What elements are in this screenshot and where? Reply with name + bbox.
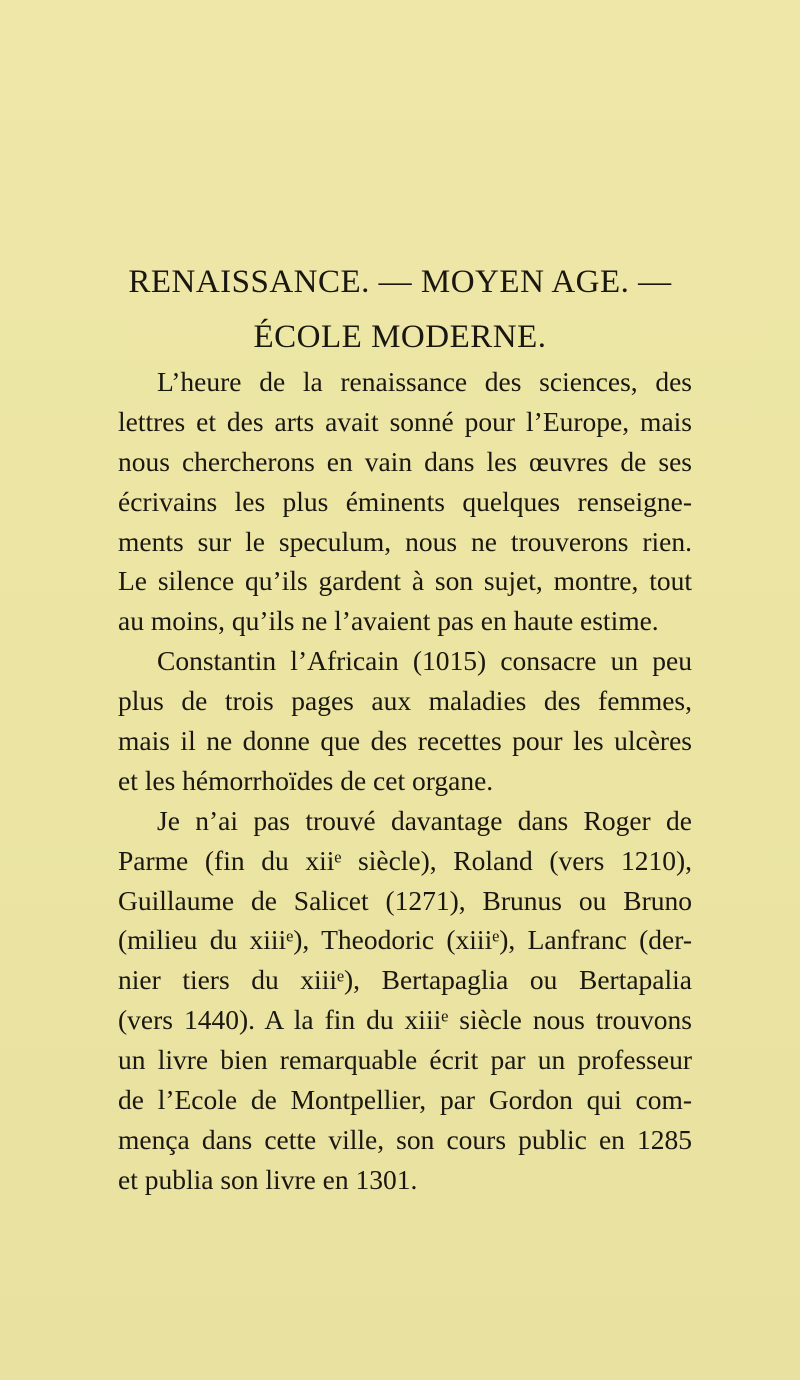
text-line: au moins, qu’ils ne l’avaient pas en haute estime.: [118, 605, 659, 637]
text-line: ments sur le speculum, nous ne trouverons rien.: [118, 525, 692, 557]
text-line: mença dans cette ville, son cours public en 1285: [118, 1123, 692, 1155]
text-line: plus de trois pages aux maladies des femmes,: [118, 685, 692, 717]
text-line: et publia son livre en 1301.: [118, 1163, 418, 1195]
text-line: de l’Ecole de Montpellier, par Gordon qui com-: [118, 1084, 692, 1116]
chapter-heading-line-2: ÉCOLE MODERNE.: [253, 319, 547, 355]
chapter-heading-line-1: RENAISSANCE. — MOYEN AGE. —: [128, 264, 672, 300]
text-line: (vers 1440). A la fin du xiiiᵉ siècle nous trouvons: [118, 1004, 692, 1036]
text-line: et les hémorrhoïdes de cet organe.: [118, 764, 494, 796]
text-line: Je n’ai pas trouvé davantage dans Roger de: [157, 804, 692, 836]
text-line: Parme (fin du xiiᵉ siècle), Roland (vers 1210),: [118, 844, 692, 876]
text-line: Le silence qu’ils gardent à son sujet, montre, tout: [118, 565, 692, 597]
body-text: [118, 362, 692, 1200]
text-line: mais il ne donne que des recettes pour les ulcères: [118, 725, 692, 757]
text-line: Constantin l’Africain (1015) consacre un peu: [157, 645, 692, 677]
text-line: nous chercherons en vain dans les œuvres de ses: [118, 445, 692, 477]
text-line: L’heure de la renaissance des sciences, des: [157, 366, 692, 397]
text-line: (milieu du xiiiᵉ), Theodoric (xiiiᵉ), Lanfranc (der-: [118, 924, 692, 956]
text-line: nier tiers du xiiiᵉ), Bertapaglia ou Bertapalia: [118, 964, 692, 996]
text-line: Guillaume de Salicet (1271), Brunus ou Bruno: [118, 884, 692, 916]
text-line: lettres et des arts avait sonné pour l’Europe, mais: [118, 405, 692, 437]
text-line: un livre bien remarquable écrit par un professeur: [118, 1044, 692, 1076]
text-line: écrivains les plus éminents quelques renseigne-: [118, 485, 692, 517]
